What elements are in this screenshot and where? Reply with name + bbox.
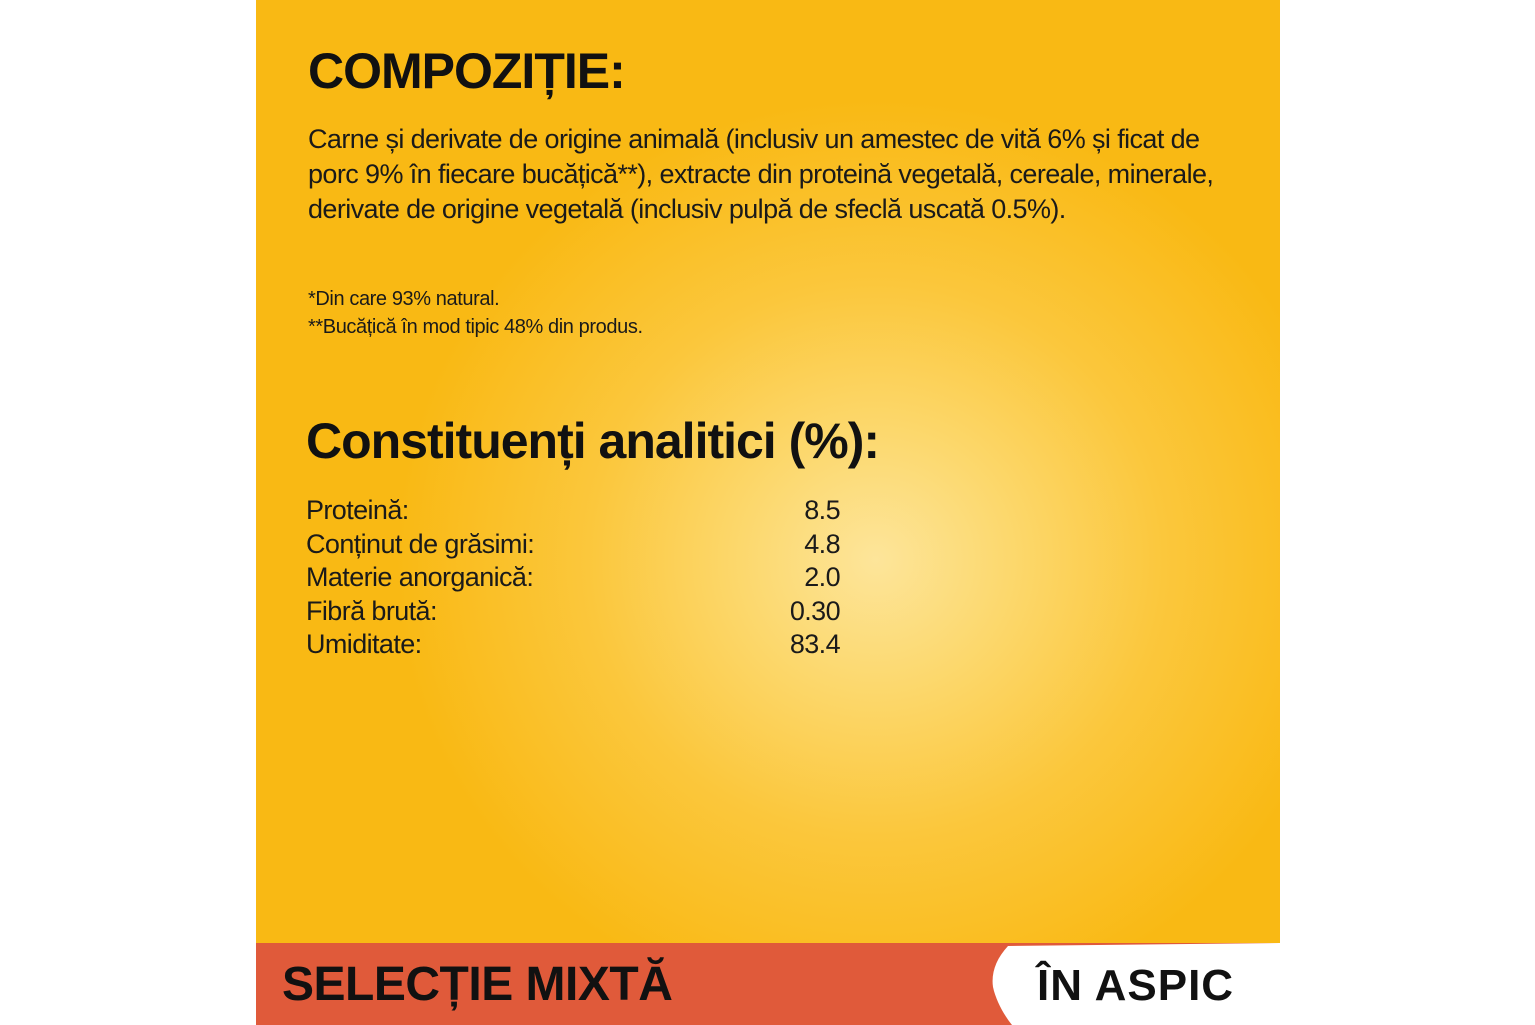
analytical-value: 83.4 <box>789 629 840 659</box>
analytical-row <box>306 494 840 528</box>
analytical-value: 0.30 <box>789 595 840 626</box>
composition-title: COMPOZIȚIE: <box>308 43 625 99</box>
analytical-label: Proteină: <box>306 495 409 525</box>
composition-panel <box>256 0 1280 943</box>
banner-mixed-selection: SELECȚIE MIXTĂ <box>282 958 673 1011</box>
footnotes <box>308 285 643 341</box>
composition-text: Carne și derivate de origine animală (inclusiv un amestec de vită 6% și ficat de porc 9% în fiecare bucățică**), extracte din proteină vegetală, cereale, minerale, derivate de origine vegetală (inclusiv pulpă de sfeclă uscată 0.5%). <box>308 124 1214 224</box>
footnote-1: *Din care 93% natural. <box>308 288 500 310</box>
analytical-value: 8.5 <box>804 495 840 525</box>
banner-in-aspic: ÎN ASPIC <box>1037 961 1235 1010</box>
analytical-value: 2.0 <box>804 562 840 592</box>
analytical-value: 4.8 <box>804 528 840 559</box>
bottom-banner <box>256 943 1280 1025</box>
analytical-table <box>306 494 840 662</box>
analytical-label: Conținut de grăsimi: <box>306 528 535 559</box>
analytical-label: Fibră brută: <box>306 595 437 626</box>
analytical-row <box>306 628 840 662</box>
analytical-row <box>306 528 840 562</box>
analytical-title: Constituenți analitici (%): <box>306 413 879 469</box>
analytical-label: Umiditate: <box>306 629 422 659</box>
analytical-label: Materie anorganică: <box>306 562 534 592</box>
analytical-row <box>306 561 840 595</box>
analytical-row <box>306 595 840 629</box>
footnote-2: **Bucățică în mod tipic 48% din produs. <box>308 316 643 338</box>
